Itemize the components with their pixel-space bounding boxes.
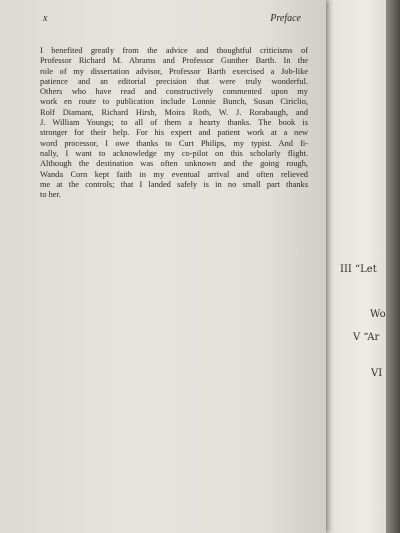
text-line: Although the destination was often unknown and the going rough, xyxy=(40,159,308,169)
text-line: word processor, I owe thanks to Curt Philips, my typist. And fi- xyxy=(40,138,308,148)
text-line: me at the controls; that I landed safely is in no small part thanks xyxy=(40,179,308,189)
page-number: x xyxy=(43,13,48,24)
facing-page-fragment-vi: VI xyxy=(371,368,383,379)
text-line: to her. xyxy=(40,190,61,200)
text-line: Professor Richard M. Abrams and Professor Gunther Barth. In the xyxy=(40,56,308,66)
running-head: Preface xyxy=(270,13,301,24)
text-line: J. William Youngs; to all of them a hearty thanks. The book is xyxy=(40,118,308,128)
book-edge xyxy=(386,0,400,533)
text-line: nally, I want to acknowledge my co-pilot on this scholarly flight. xyxy=(40,148,308,158)
text-line: patience and an editorial precision that were truly wonderful. xyxy=(40,76,308,86)
facing-page-fragment-iii: III “Let xyxy=(340,264,377,275)
text-line: I benefited greatly from the advice and thoughtful criticisms of xyxy=(40,46,308,55)
text-line: Rolf Diamant, Richard Hirsh, Moira Roth, W. J. Rorabaugh, and xyxy=(40,107,308,117)
facing-page-fragment-wo: Wo xyxy=(370,309,386,320)
facing-page xyxy=(318,0,388,533)
text-line: role of my dissertation advisor, Professor Barth exercised a Job-like xyxy=(40,66,308,76)
preface-paragraph xyxy=(40,46,308,200)
text-line: work en route to publication include Lonnie Bunch, Susan Ciriclio, xyxy=(40,97,308,107)
facing-page-fragment-v: V “Ar xyxy=(353,332,380,343)
page-header xyxy=(43,13,301,27)
text-line: stronger for their help. For his expert and patient work at a new xyxy=(40,128,308,138)
text-line: Wanda Corn kept faith in my eventual arrival and often relieved xyxy=(40,169,308,179)
text-line: Others who have read and constructively commented upon my xyxy=(40,87,308,97)
